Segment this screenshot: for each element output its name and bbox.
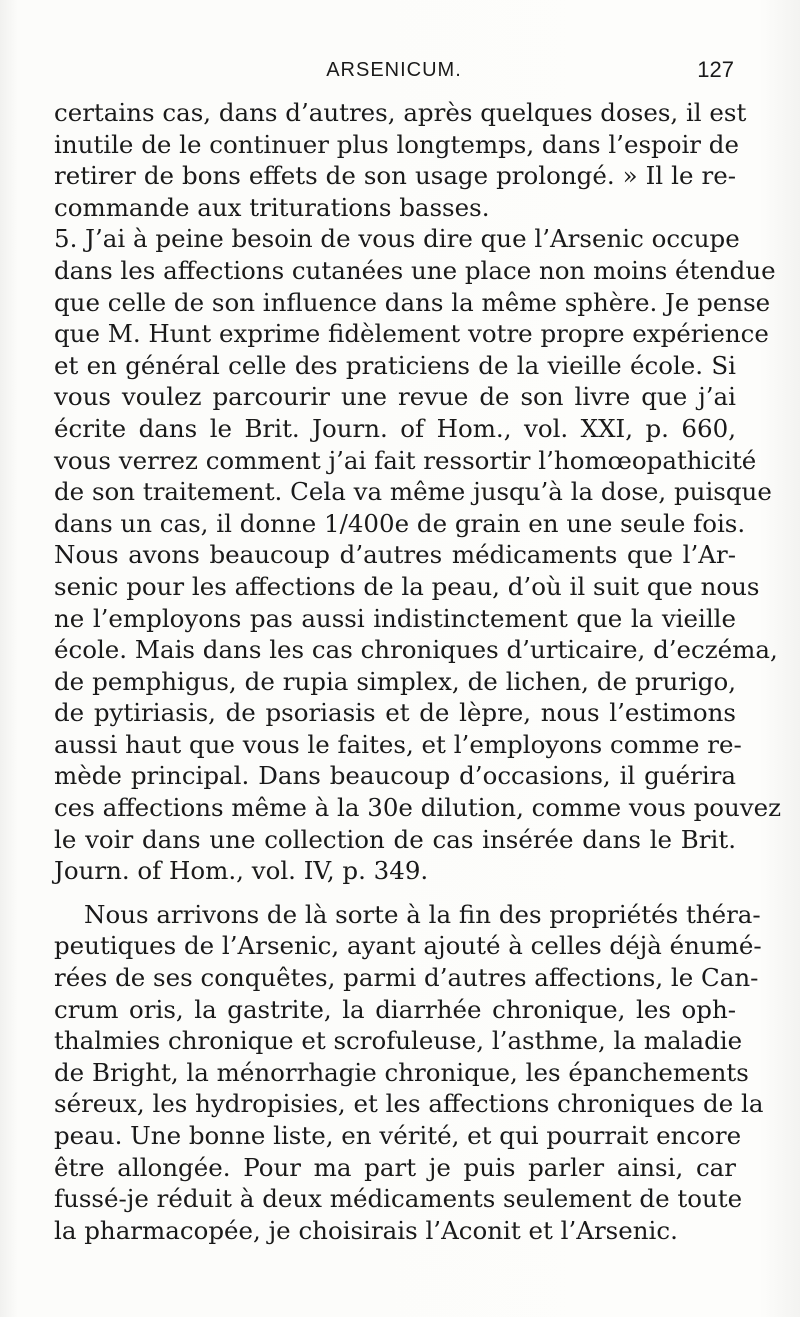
text-line: peau. Une bonne liste, en vérité, et qui pourrait encore (54, 1121, 742, 1150)
text-line: dans les affections cutanées une place non moins étendue (54, 255, 776, 285)
text-line: mède principal. Dans beaucoup d’occasions, il guérira (54, 761, 736, 791)
text-line: peutiques de l’Arsenic, ayant ajouté à celles déjà énumé- (54, 931, 762, 961)
text-line: crum oris, la gastrite, la diarrhée chronique, les oph- (54, 994, 736, 1024)
text-line: le voir dans une collection de cas insérée dans le Brit. (54, 824, 736, 854)
text-line: Nous avons beaucoup d’autres médicaments que l’Ar- (54, 540, 736, 570)
text-line: thalmies chronique et scrofuleuse, l’asthme, la maladie (54, 1026, 743, 1056)
text-line: fussé-je réduit à deux médicaments seulement de toute (54, 1184, 743, 1214)
text-line: aussi haut que vous le faites, et l’employons comme re- (54, 729, 742, 759)
text-line: certains cas, dans d’autres, après quelques doses, il est (54, 98, 747, 127)
body-text (54, 97, 782, 1246)
text-line: de son traitement. Cela va même jusqu’à la dose, puisque (54, 477, 772, 507)
text-line: séreux, les hydropisies, et les affections chroniques de la (54, 1089, 764, 1119)
paragraph (54, 97, 747, 223)
text-line: et en général celle des praticiens de la vieille école. Si (54, 350, 736, 380)
running-title: ARSENICUM. (326, 59, 462, 81)
text-line: que celle de son influence dans la même sphère. Je pense (54, 287, 771, 317)
text-line: de pemphigus, de rupia simplex, de lichen, de prurigo, (54, 666, 736, 696)
text-line: vous verrez comment j’ai fait ressortir l’homœopathicité (54, 445, 757, 475)
text-line: de pytiriasis, de psoriasis et de lèpre, nous l’estimons (54, 698, 736, 728)
text-line: Journ. of Hom., vol. IV, p. 349. (54, 856, 429, 886)
text-line: de Bright, la ménorrhagie chronique, les épanchements (54, 1057, 749, 1087)
text-line: inutile de le continuer plus longtemps, dans l’espoir de (54, 129, 739, 159)
text-line: senic pour les affections de la peau, d’où il suit que nous (54, 571, 760, 601)
text-line: école. Mais dans les cas chroniques d’urticaire, d’eczéma, (54, 635, 778, 665)
paragraph (54, 223, 782, 886)
page-number: 127 (697, 57, 734, 82)
page-header (54, 55, 734, 91)
text-line: que M. Hunt exprime fidèlement votre propre expérience (54, 319, 769, 349)
text-line: la pharmacopée, je choisirais l’Aconit et l’Arsenic. (54, 1215, 678, 1245)
text-line: rées de ses conquêtes, parmi d’autres affections, le Can- (54, 963, 759, 993)
text-line: commande aux triturations basses. (54, 192, 490, 222)
text-line: vous voulez parcourir une revue de son livre que j’ai (54, 382, 736, 412)
text-line: retirer de bons effets de son usage prolongé. » Il le re- (54, 161, 736, 191)
paragraph (54, 899, 764, 1247)
text-line: dans un cas, il donne 1/400e de grain en une seule fois. (54, 508, 746, 538)
text-line: écrite dans le Brit. Journ. of Hom., vol. XXI, p. 660, (54, 413, 736, 443)
text-line: ne l’employons pas aussi indistinctement que la vieille (54, 603, 736, 633)
text-line: être allongée. Pour ma part je puis parler ainsi, car (54, 1152, 736, 1182)
text-line: ces affections même à la 30e dilution, comme vous pouvez (54, 793, 782, 823)
text-line: 5. J’ai à peine besoin de vous dire que l’Arsenic occupe (54, 224, 740, 254)
text-line: Nous arrivons de là sorte à la fin des propriétés théra- (84, 899, 761, 929)
